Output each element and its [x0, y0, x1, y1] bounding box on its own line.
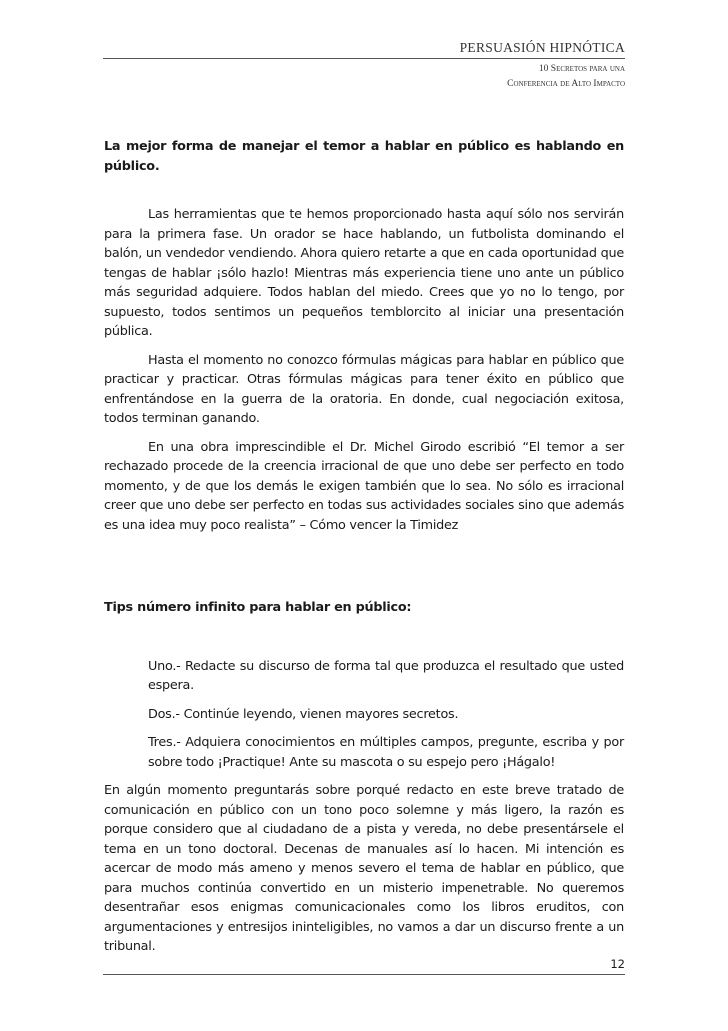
tips-heading: Tips número infinito para hablar en público:	[104, 600, 412, 615]
footer-rule	[103, 974, 625, 975]
tip-item: Tres.- Adquiera conocimientos en múltiples campos, pregunte, escriba y por sobre todo ¡Practique! Ante su mascota o su espejo pero ¡Hágalo!	[148, 735, 624, 770]
intro-heading: La mejor forma de manejar el temor a hablar en público es hablando en público.	[104, 139, 624, 174]
paragraph: En una obra imprescindible el Dr. Michel Girodo escribió “El temor a ser rechazado procede de la creencia irracional de que uno debe ser perfecto en todo momento, y de que los demás le exigen también que lo sea. No sólo es irracional creer que uno debe ser perfecto en todas sus actividades sociales sino que además es una idea muy poco realista” – Cómo vencer la Timidez	[104, 439, 624, 533]
page-footer	[103, 956, 625, 975]
tips-list	[104, 657, 624, 773]
closing-paragraph: En algún momento preguntarás sobre porqué redacto en este breve tratado de comunicación en público con un tono poco solemne y más ligero, la razón es porque considero que al ciudadano de a pista y vereda, no debe presentársele el tema en un tono doctoral. Decenas de manuales así lo hacen. Mi intención es acercar de modo más ameno y menos severo el tema de hablar en público, que para muchos continúa convertido en un misterio impenetrable. No queremos desentrañar esos enigmas comunicacionales como los libros eruditos, con argumentaciones y entresijos ininteligibles, no vamos a dar un discurso frente a un tribunal.	[104, 783, 624, 954]
header-title: PERSUASIÓN HIPNÓTICA	[459, 40, 625, 55]
header-rule	[103, 58, 625, 59]
page-body	[104, 137, 624, 957]
page-number: 12	[610, 957, 625, 971]
tip-item: Dos.- Continúe leyendo, vienen mayores secretos.	[148, 706, 459, 722]
paragraph: Hasta el momento no conozco fórmulas mágicas para hablar en público que practicar y practicar. Otras fórmulas mágicas para tener éxito en público que enfrentándose en la guerra de la oratoria. En donde, cual negociación exitosa, todos terminan ganando.	[104, 352, 624, 426]
header-subtitle-line1: 10 Secretos para una	[538, 64, 625, 74]
tip-item: Uno.- Redacte su discurso de forma tal que produzca el resultado que usted espera.	[148, 658, 624, 693]
running-header	[103, 40, 625, 92]
paragraph: Las herramientas que te hemos proporcionado hasta aquí sólo nos servirán para la primera fase. Un orador se hace hablando, un futbolista dominando el balón, un vendedor vendiendo. Ahora quiero retarte a que en cada oportunidad que tengas de hablar ¡sólo hazlo! Mientras más experiencia tiene uno ante un público más seguridad adquiere. Todos hablan del miedo. Crees que yo no lo tengo, por supuesto, todos sentimos un pequeños temblorcito al iniciar una presentación pública.	[104, 207, 624, 339]
header-subtitle-line2: Conferencia de Alto Impacto	[507, 79, 625, 89]
